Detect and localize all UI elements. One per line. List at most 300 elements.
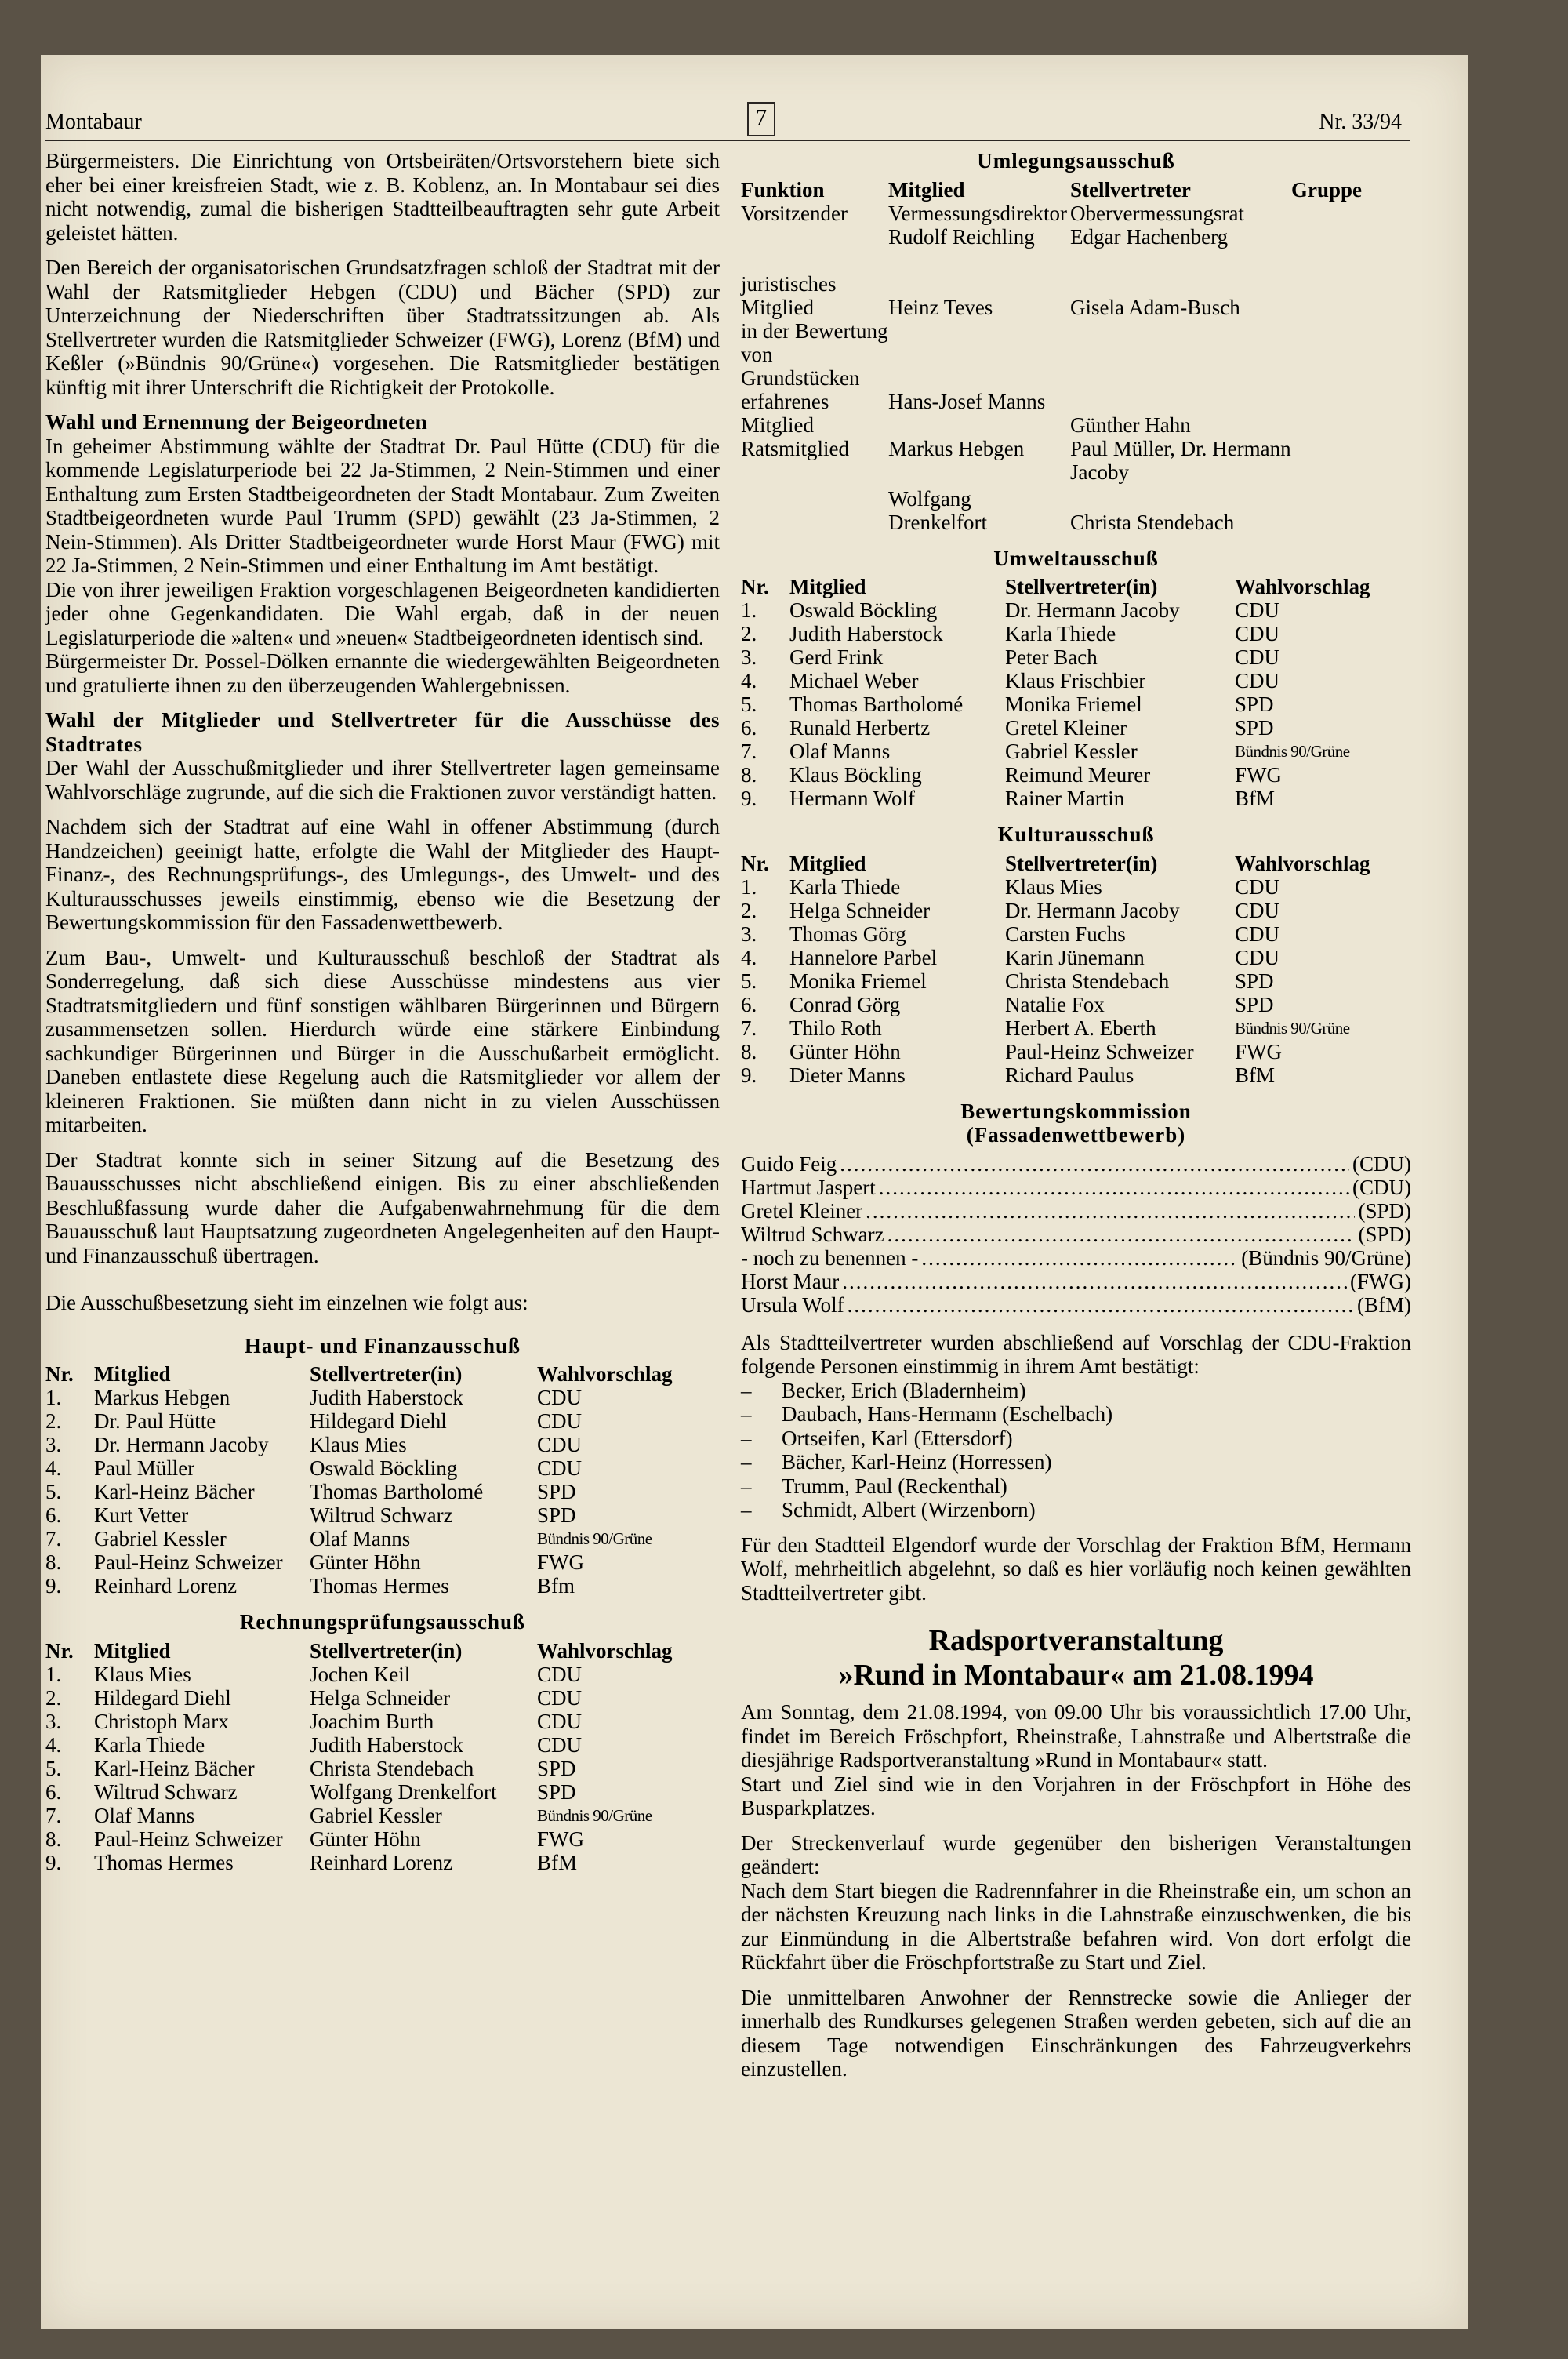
cell-stellv: Karla Thiede	[1005, 622, 1116, 645]
commission-party: (SPD)	[1358, 1198, 1411, 1223]
table-row	[741, 875, 1411, 899]
cell-nr: 5.	[741, 969, 757, 993]
cell-nr: 1.	[741, 874, 757, 899]
commission-party: (SPD)	[1358, 1222, 1411, 1246]
page-number: 7	[747, 102, 775, 136]
paragraph: Nachdem sich der Stadtrat auf eine Wahl in offener Abstimmung (durch Handzeichen) geeinigt hatte, erfolgte die Wahl der Mitglieder des Haupt- Finanz-, des Rechnungsprüfungs-, des Umlegungs-, des Umwelt- und des Kulturausschusses jeweils einstimmig, ebenso wie die Besetzung der Bewertungskommission für den Fassadenwettbewerb.	[45, 815, 720, 934]
table-row	[45, 1503, 720, 1527]
commission-row	[741, 1176, 1411, 1199]
cell-wahl: CDU	[1235, 622, 1280, 645]
cell-wahl: CDU	[537, 1386, 583, 1409]
cell-stellv: Obervermessungsrat Edgar Hachenberg	[1070, 201, 1244, 249]
cell-stellv: Judith Haberstock	[310, 1386, 463, 1409]
cell-mitglied: Thilo Roth	[789, 1016, 882, 1040]
cell-mitglied: Klaus Böckling	[789, 763, 922, 787]
cell-nr: 8.	[741, 1039, 757, 1063]
table-row	[741, 899, 1411, 922]
cell-funktion: juristisches Mitglied	[741, 271, 837, 319]
article-title-line2: »Rund in Montabaur« am 21.08.1994	[838, 1659, 1314, 1692]
cell-wahl: SPD	[1235, 716, 1274, 740]
col-wahl: Wahlvorschlag	[537, 1638, 673, 1663]
cell-nr: 3.	[741, 645, 757, 669]
cell-wahl: CDU	[537, 1662, 583, 1686]
bewertung-list	[741, 1152, 1411, 1317]
col-nr: Nr.	[45, 1362, 74, 1386]
cell-mitglied: Paul-Heinz Schweizer	[94, 1826, 283, 1851]
cell-nr: 3.	[741, 921, 757, 946]
article-title-line1: Radsportveranstaltung	[928, 1624, 1224, 1657]
commission-party: (Bündnis 90/Grüne)	[1241, 1245, 1411, 1270]
cell-mitglied: Hannelore Parbel	[789, 945, 938, 969]
cell-stellv: Gabriel Kessler	[310, 1803, 442, 1827]
cell-wahl: Bündnis 90/Grüne	[1235, 1018, 1350, 1038]
table-row	[741, 249, 1411, 319]
col-nr: Nr.	[45, 1638, 74, 1663]
list-item: – Bächer, Karl-Heinz (Horressen)	[741, 1450, 1411, 1474]
cell-funktion: Ratsmitglied	[741, 436, 849, 460]
paragraph: Die unmittelbaren Anwohner der Rennstrecke sowie die Anlieger der innerhalb des Rundkurses gelegenen Straßen werden gebeten, sich auf die an diesem Tage notwendigen Einschränkungen des Fahrzeugverkehrs einzustellen.	[741, 1985, 1411, 2081]
haupt-rows	[45, 1386, 720, 1598]
header-town: Montabaur	[45, 110, 142, 134]
cell-nr: 9.	[45, 1850, 62, 1874]
cell-stellv: Reimund Meurer	[1005, 763, 1151, 787]
cell-nr: 2.	[741, 898, 757, 922]
table-row	[741, 692, 1411, 716]
commission-member: Wiltrud Schwarz	[741, 1222, 884, 1246]
cell-nr: 1.	[45, 1662, 62, 1686]
cell-stellv: Thomas Hermes	[310, 1574, 449, 1598]
cell-mitglied: Wiltrud Schwarz	[94, 1779, 238, 1804]
cell-stellv: Paul-Heinz Schweizer	[1005, 1039, 1194, 1063]
paragraph: Die Ausschußbesetzung sieht im einzelnen wie folgt aus:	[45, 1291, 528, 1314]
cell-wahl: CDU	[1235, 945, 1280, 969]
table-row	[741, 1040, 1411, 1063]
cell-mitglied: Helga Schneider	[789, 898, 931, 922]
cell-wahl: CDU	[1235, 874, 1280, 899]
cell-mitglied: Klaus Mies	[94, 1662, 191, 1686]
table-row	[741, 645, 1411, 669]
commission-party: (CDU)	[1352, 1175, 1411, 1199]
cell-wahl: Bfm	[537, 1574, 575, 1598]
commission-member: Gretel Kleiner	[741, 1198, 863, 1223]
cell-stellv: Gretel Kleiner	[1005, 716, 1127, 740]
table-row	[741, 1063, 1411, 1087]
cell-mitglied: Olaf Manns	[94, 1803, 195, 1827]
cell-stellv: Klaus Frischbier	[1005, 669, 1146, 692]
cell-mitglied: Thomas Hermes	[94, 1850, 234, 1874]
cell-wahl: CDU	[1235, 898, 1280, 922]
cell-wahl: SPD	[1235, 992, 1274, 1016]
table-row	[741, 763, 1411, 787]
haupt-title: Haupt- und Finanzausschuß	[244, 1333, 521, 1358]
cell-nr: 6.	[45, 1503, 62, 1527]
umlegung-table	[741, 178, 1411, 534]
cell-stellv: Christa Stendebach	[1005, 969, 1170, 993]
commission-row	[741, 1199, 1411, 1223]
cell-wahl: BfM	[1235, 1063, 1276, 1087]
cell-nr: 3.	[45, 1433, 62, 1456]
bewertung-subtitle: (Fassadenwettbewerb)	[966, 1123, 1186, 1147]
cell-wahl: SPD	[537, 1756, 576, 1780]
col-mitglied: Mitglied	[94, 1362, 171, 1386]
cell-wahl: FWG	[537, 1826, 584, 1851]
paragraph: Nach dem Start biegen die Radrennfahrer in die Rheinstraße ein, um schon an der nächsten Kreuzung nach links in die Lahnstraße einzuschwenken, die bis zur Einmündung in die Albertstraße befahren wird. Von dort erfolgt die Rückfahrt über die Fröschpfortstraße zu Start und Ziel.	[741, 1878, 1411, 1974]
cell-mitglied: Dr. Paul Hütte	[94, 1409, 216, 1433]
umwelt-table	[741, 575, 1411, 810]
cell-stellv: Wolfgang Drenkelfort	[310, 1779, 497, 1804]
cell-funktion: in der Bewertung von Grundstücken erfahrenes Mitglied	[741, 318, 888, 437]
cell-mitglied: Karla Thiede	[94, 1732, 205, 1757]
col-nr: Nr.	[741, 575, 769, 598]
dot-leader	[848, 1293, 1354, 1317]
cell-nr: 9.	[45, 1574, 62, 1598]
table-row	[45, 1804, 720, 1827]
col-stellv: Stellvertreter(in)	[310, 1638, 463, 1663]
cell-wahl: BfM	[537, 1850, 578, 1874]
list-item: – Becker, Erich (Bladernheim)	[741, 1379, 1411, 1403]
cell-wahl: SPD	[537, 1779, 576, 1804]
paragraph: Bürgermeisters. Die Einrichtung von Ortsbeiräten/Ortsvorstehern biete sich eher bei einer kreisfreien Stadt, wie z. B. Koblenz, an. In Montabaur sei dies nicht notwendig, zumal die bisherigen Stadtteilbeauftragten sehr gute Arbeit geleistet hätten.	[45, 149, 720, 245]
table-row	[45, 1710, 720, 1733]
table-row	[45, 1409, 720, 1433]
cell-nr: 6.	[741, 992, 757, 1016]
paragraph: Start und Ziel sind wie in den Vorjahren in der Fröschpfort in Höhe des Busparkplatzes.	[741, 1772, 1411, 1819]
cell-stellv: Oswald Böckling	[310, 1456, 458, 1480]
cell-mitglied: Hildegard Diehl	[94, 1685, 231, 1710]
cell-nr: 2.	[45, 1409, 62, 1433]
cell-mitglied: Thomas Bartholomé	[789, 692, 964, 716]
cell-stellv: Monika Friemel	[1005, 692, 1142, 716]
rechnung-table	[45, 1639, 720, 1874]
cell-stellv: Natalie Fox	[1005, 992, 1105, 1016]
cell-nr: 9.	[741, 787, 757, 810]
cell-stellv: Dr. Hermann Jacoby	[1005, 898, 1180, 922]
table-row	[45, 1433, 720, 1456]
commission-row	[741, 1270, 1411, 1293]
table-row	[741, 787, 1411, 810]
cell-mitglied: Runald Herbertz	[789, 716, 931, 740]
haupt-table	[45, 1362, 720, 1598]
cell-wahl: CDU	[537, 1433, 583, 1456]
stadtteil-list	[741, 1379, 1411, 1522]
cell-nr: 4.	[45, 1732, 62, 1757]
col-mitglied: Mitglied	[789, 851, 866, 875]
cell-stellv: Carsten Fuchs	[1005, 921, 1126, 946]
cell-mitglied: Reinhard Lorenz	[94, 1574, 238, 1598]
cell-mitglied: Hans-Josef Manns	[888, 389, 1046, 413]
commission-member: - noch zu benennen -	[741, 1245, 919, 1270]
cell-stellv: Dr. Hermann Jacoby	[1005, 598, 1180, 622]
commission-party: (CDU)	[1352, 1151, 1411, 1176]
cell-mitglied: Markus Hebgen	[888, 436, 1025, 460]
cell-mitglied: Gerd Frink	[789, 645, 884, 669]
cell-nr: 7.	[45, 1527, 62, 1550]
cell-mitglied: Thomas Görg	[789, 921, 906, 946]
stadtteil-intro: Als Stadtteilvertreter wurden abschließend auf Vorschlag der CDU-Fraktion folgende Personen einstimmig in ihrem Amt bestätigt:	[741, 1330, 1411, 1378]
cell-wahl: SPD	[537, 1503, 576, 1527]
cell-mitglied: Karl-Heinz Bächer	[94, 1756, 255, 1780]
cell-mitglied: Markus Hebgen	[94, 1386, 230, 1409]
cell-mitglied: Hermann Wolf	[789, 787, 916, 810]
cell-wahl: CDU	[1235, 669, 1280, 692]
table-row	[741, 969, 1411, 993]
cell-stellv: Helga Schneider	[310, 1685, 451, 1710]
cell-stellv: Günter Höhn	[310, 1826, 421, 1851]
col-gruppe: Gruppe	[1291, 177, 1363, 202]
commission-party: (BfM)	[1357, 1292, 1411, 1317]
cell-nr: 9.	[741, 1063, 757, 1087]
col-funktion: Funktion	[741, 177, 825, 202]
commission-row	[741, 1246, 1411, 1270]
cell-wahl: CDU	[1235, 921, 1280, 946]
cell-mitglied: Paul-Heinz Schweizer	[94, 1550, 283, 1574]
cell-wahl: SPD	[537, 1480, 576, 1503]
cell-mitglied: Michael Weber	[789, 669, 919, 692]
commission-member: Hartmut Jaspert	[741, 1175, 876, 1199]
dot-leader	[866, 1199, 1355, 1223]
cell-mitglied: Wolfgang Drenkelfort	[888, 486, 987, 534]
cell-stellv: Christa Stendebach	[310, 1756, 474, 1780]
cell-nr: 7.	[45, 1803, 62, 1827]
commission-row	[741, 1293, 1411, 1317]
cell-wahl: Bündnis 90/Grüne	[1235, 742, 1350, 761]
commission-row	[741, 1223, 1411, 1246]
col-mitglied: Mitglied	[789, 575, 866, 598]
cell-funktion: Vorsitzender	[741, 201, 848, 225]
cell-wahl: CDU	[537, 1709, 583, 1733]
table-row	[741, 946, 1411, 969]
paragraph: Die von ihrer jeweiligen Fraktion vorgeschlagenen Beigeordneten kandidierten jeder ohne Gegenkandidaten. Die Wahl ergab, daß in der neuen Legislaturperiode die »alten« und »neuen« Stadtbeigeordneten identisch sind.	[45, 577, 720, 649]
cell-mitglied: Dieter Manns	[789, 1063, 906, 1087]
cell-stellv: Rainer Martin	[1005, 787, 1125, 810]
issue-number: Nr. 33/94	[1319, 110, 1402, 134]
cell-mitglied: Dr. Hermann Jacoby	[94, 1433, 269, 1456]
cell-stellv: Günter Höhn	[310, 1550, 421, 1574]
dot-leader	[887, 1223, 1356, 1246]
table-row	[741, 202, 1411, 249]
table-row	[45, 1574, 720, 1598]
paragraph: Der Streckenverlauf wurde gegenüber den bisherigen Veranstaltungen geändert:	[741, 1830, 1411, 1878]
cell-stellv: Judith Haberstock	[310, 1732, 463, 1757]
article-title	[741, 1623, 1411, 1692]
table-row	[45, 1851, 720, 1874]
col-mitglied: Mitglied	[888, 177, 965, 202]
cell-mitglied: Karla Thiede	[789, 874, 901, 899]
cell-stellv: Peter Bach	[1005, 645, 1098, 669]
col-mitglied: Mitglied	[94, 1638, 171, 1663]
cell-nr: 8.	[45, 1550, 62, 1574]
cell-wahl: FWG	[1235, 1039, 1282, 1063]
col-stellv: Stellvertreter(in)	[310, 1362, 463, 1386]
cell-funktion	[741, 484, 888, 534]
table-row	[45, 1827, 720, 1851]
cell-stellv: Joachim Burth	[310, 1709, 434, 1733]
table-row	[741, 622, 1411, 645]
table-row	[741, 319, 1411, 437]
table-row	[45, 1480, 720, 1503]
cell-nr: 4.	[741, 945, 757, 969]
cell-nr: 1.	[45, 1386, 62, 1409]
cell-mitglied: Heinz Teves	[888, 295, 993, 319]
cell-nr: 4.	[741, 669, 757, 692]
cell-stellv: Jochen Keil	[310, 1662, 411, 1686]
cell-nr: 2.	[741, 622, 757, 645]
table-row	[741, 716, 1411, 740]
cell-wahl: CDU	[537, 1409, 583, 1433]
paragraph: Bürgermeister Dr. Possel-Dölken ernannte die wiedergewählten Beigeordneten und gratulierte ihnen zu den überzeugenden Wahlergebnissen.	[45, 649, 720, 697]
table-row	[45, 1456, 720, 1480]
cell-nr: 5.	[45, 1480, 62, 1503]
cell-mitglied: Günter Höhn	[789, 1039, 901, 1063]
cell-stellv: Gabriel Kessler	[1005, 740, 1138, 763]
cell-mitglied: Monika Friemel	[789, 969, 927, 993]
stadtteil-outro: Für den Stadtteil Elgendorf wurde der Vorschlag der Fraktion BfM, Hermann Wolf, mehrheitlich abgelehnt, so daß es hier vorläufig noch keinen gewählten Stadtteilvertreter gibt.	[741, 1532, 1411, 1605]
table-row	[741, 922, 1411, 946]
bewertung-title: Bewertungskommission	[960, 1099, 1192, 1123]
cell-nr: 4.	[45, 1456, 62, 1480]
dot-leader	[879, 1176, 1349, 1199]
table-row	[45, 1780, 720, 1804]
umwelt-rows	[741, 598, 1411, 810]
table-row	[45, 1733, 720, 1757]
paragraph: Am Sonntag, dem 21.08.1994, von 09.00 Uhr bis voraussichtlich 17.00 Uhr, findet im Bereich Fröschpfort, Rheinstraße, Lahnstraße und Albertstraße die diesjährige Radsportveranstaltung »Rund in Montabaur« statt.	[741, 1700, 1411, 1772]
cell-mitglied: Christoph Marx	[94, 1709, 229, 1733]
commission-row	[741, 1152, 1411, 1176]
dot-leader	[842, 1270, 1347, 1293]
cell-stellv: Thomas Bartholomé	[310, 1480, 484, 1503]
kultur-table	[741, 852, 1411, 1087]
cell-stellv: Richard Paulus	[1005, 1063, 1134, 1087]
rechnung-title: Rechnungsprüfungsausschuß	[239, 1610, 526, 1634]
table-row	[741, 484, 1411, 534]
paragraph: Den Bereich der organisatorischen Grundsatzfragen schloß der Stadtrat mit der Wahl der Ratsmitglieder Hebgen (CDU) und Bächer (SPD) zur Unterzeichnung der Niederschriften über Stadtratssitzungen ab. Als Stellvertreter wurden die Ratsmitglieder Schweizer (FWG), Lorenz (BfM) und Keßler (»Bündnis 90/Grüne«) vorgesehen. Die Ratsmitglieder bestätigen künftig mit ihrer Unterschrift die Richtigkeit der Protokolle.	[45, 256, 720, 399]
cell-nr: 5.	[45, 1756, 62, 1780]
cell-stellv: Reinhard Lorenz	[310, 1850, 453, 1874]
paragraph: Der Wahl der Ausschußmitglieder und ihrer Stellvertreter lagen gemeinsame Wahlvorschläge zugrunde, auf die sich die Fraktionen zuvor verständigt hatten.	[45, 756, 720, 804]
cell-mitglied: Olaf Manns	[789, 740, 891, 763]
cell-wahl: Bündnis 90/Grüne	[537, 1805, 652, 1825]
cell-mitglied: Vermessungsdirektor Rudolf Reichling	[888, 201, 1067, 249]
cell-mitglied: Oswald Böckling	[789, 598, 938, 622]
cell-nr: 2.	[45, 1685, 62, 1710]
col-wahl: Wahlvorschlag	[1235, 575, 1370, 598]
cell-mitglied: Judith Haberstock	[789, 622, 943, 645]
commission-member: Ursula Wolf	[741, 1292, 844, 1317]
cell-wahl: CDU	[1235, 645, 1280, 669]
cell-wahl: BfM	[1235, 787, 1276, 810]
paragraph: Zum Bau-, Umwelt- und Kulturausschuß beschloß der Stadtrat als Sonderregelung, daß sich diese Ausschüsse mindestens aus vier Stadtratsmitgliedern und fünf sonstigen wählbaren Bürgerinnen und Bürgern zusammensetzen sollen. Hierdurch würde eine stärkere Einbindung sachkundiger Bürgerinnen und Bürger in die Ausschußarbeit ermöglicht. Daneben entlastete diese Regelung auch die Ratsmitglieder vor allem der kleineren Fraktionen. Sie müßten dann nicht in zu vielen Ausschüssen mitarbeiten.	[45, 945, 720, 1136]
kultur-rows	[741, 875, 1411, 1087]
paragraph: Der Stadtrat konnte sich in seiner Sitzung auf die Besetzung des Bauausschusses nicht abschließend einigen. Bis zu einer abschließenden Beschlußfassung wurde daher die Aufgabenwahrnehmung für die dem Bauausschuß laut Hauptsatzung zugeordneten Angelegenheiten auf den Haupt- und Finanzausschuß übertragen.	[45, 1147, 720, 1267]
cell-nr: 5.	[741, 692, 757, 716]
paragraph: In geheimer Abstimmung wählte der Stadtrat Dr. Paul Hütte (CDU) für die kommende Legislaturperiode bei 22 Ja-Stimmen, 2 Nein-Stimmen und einer Enthaltung zum Ersten Stadtbeigeordneten der Stadt Montabaur. Zum Zweiten Stadtbeigeordneten wurde Paul Trumm (SPD) gewählt (23 Ja-Stimmen, 2 Nein-Stimmen). Als Dritter Stadtbeigeordneter wurde Horst Maur (FWG) mit 22 Ja-Stimmen, 2 Nein-Stimmen und einer Enthaltung im Amt bestätigt.	[45, 434, 720, 577]
section-heading: Wahl und Ernennung der Beigeordneten	[45, 410, 428, 434]
table-row	[741, 740, 1411, 763]
cell-stellv: Wiltrud Schwarz	[310, 1503, 453, 1527]
cell-nr: 6.	[741, 716, 757, 740]
col-wahl: Wahlvorschlag	[1235, 851, 1370, 875]
cell-wahl: CDU	[1235, 598, 1280, 622]
cell-mitglied: Karl-Heinz Bächer	[94, 1480, 255, 1503]
cell-wahl: FWG	[537, 1550, 584, 1574]
commission-member: Guido Feig	[741, 1151, 837, 1176]
col-stellv: Stellvertreter(in)	[1005, 575, 1158, 598]
umlegung-title: Umlegungsausschuß	[977, 149, 1175, 173]
table-row	[45, 1527, 720, 1550]
cell-mitglied: Kurt Vetter	[94, 1503, 189, 1527]
cell-stellv: Karin Jünemann	[1005, 945, 1145, 969]
cell-wahl: FWG	[1235, 763, 1282, 787]
col-nr: Nr.	[741, 851, 769, 875]
table-row	[45, 1386, 720, 1409]
col-wahl: Wahlvorschlag	[537, 1362, 673, 1386]
table-row	[741, 669, 1411, 692]
cell-wahl: CDU	[537, 1685, 583, 1710]
cell-mitglied: Conrad Görg	[789, 992, 901, 1016]
cell-stellv: Günther Hahn	[1070, 413, 1191, 437]
table-row	[45, 1663, 720, 1686]
cell-stellv: Klaus Mies	[1005, 874, 1102, 899]
cell-wahl: SPD	[1235, 969, 1274, 993]
table-row	[45, 1757, 720, 1780]
left-column	[45, 149, 720, 1874]
table-row	[741, 437, 1411, 484]
dot-leader	[921, 1246, 1238, 1270]
list-item: – Daubach, Hans-Hermann (Eschelbach)	[741, 1402, 1411, 1427]
cell-nr: 8.	[45, 1826, 62, 1851]
cell-stellv: Gisela Adam-Busch	[1070, 295, 1240, 319]
commission-member: Horst Maur	[741, 1269, 840, 1293]
cell-mitglied: Paul Müller	[94, 1456, 195, 1480]
cell-nr: 3.	[45, 1709, 62, 1733]
header-rule	[45, 140, 1410, 141]
list-item: – Trumm, Paul (Reckenthal)	[741, 1474, 1411, 1499]
right-column	[741, 149, 1411, 2092]
cell-wahl: CDU	[537, 1456, 583, 1480]
table-row	[741, 1016, 1411, 1040]
cell-nr: 6.	[45, 1779, 62, 1804]
cell-wahl: SPD	[1235, 692, 1274, 716]
cell-stellv: Herbert A. Eberth	[1005, 1016, 1156, 1040]
table-row	[741, 598, 1411, 622]
list-item: – Ortseifen, Karl (Ettersdorf)	[741, 1427, 1411, 1451]
list-item: – Schmidt, Albert (Wirzenborn)	[741, 1498, 1411, 1522]
cell-stellv: Paul Müller, Dr. Hermann Jacoby	[1070, 436, 1291, 484]
cell-stellv: Christa Stendebach	[1070, 510, 1235, 534]
page-header	[45, 63, 1402, 134]
col-stellv: Stellvertreter	[1070, 177, 1191, 202]
cell-nr: 7.	[741, 1016, 757, 1040]
table-row	[741, 993, 1411, 1016]
section-heading: Wahl der Mitglieder und Stellvertreter für die Ausschüsse des Stadtrates	[45, 708, 720, 756]
cell-stellv: Klaus Mies	[310, 1433, 407, 1456]
table-row	[45, 1550, 720, 1574]
umlegung-rows	[741, 202, 1411, 534]
table-row	[45, 1686, 720, 1710]
cell-nr: 1.	[741, 598, 757, 622]
cell-mitglied: Gabriel Kessler	[94, 1527, 227, 1550]
cell-stellv: Hildegard Diehl	[310, 1409, 447, 1433]
cell-nr: 8.	[741, 763, 757, 787]
cell-stellv: Olaf Manns	[310, 1527, 411, 1550]
cell-wahl: CDU	[537, 1732, 583, 1757]
cell-wahl: Bündnis 90/Grüne	[537, 1529, 652, 1548]
dot-leader	[840, 1152, 1349, 1176]
commission-party: (FWG)	[1350, 1269, 1411, 1293]
rechnung-rows	[45, 1663, 720, 1874]
col-stellv: Stellvertreter(in)	[1005, 851, 1158, 875]
cell-nr: 7.	[741, 740, 757, 763]
